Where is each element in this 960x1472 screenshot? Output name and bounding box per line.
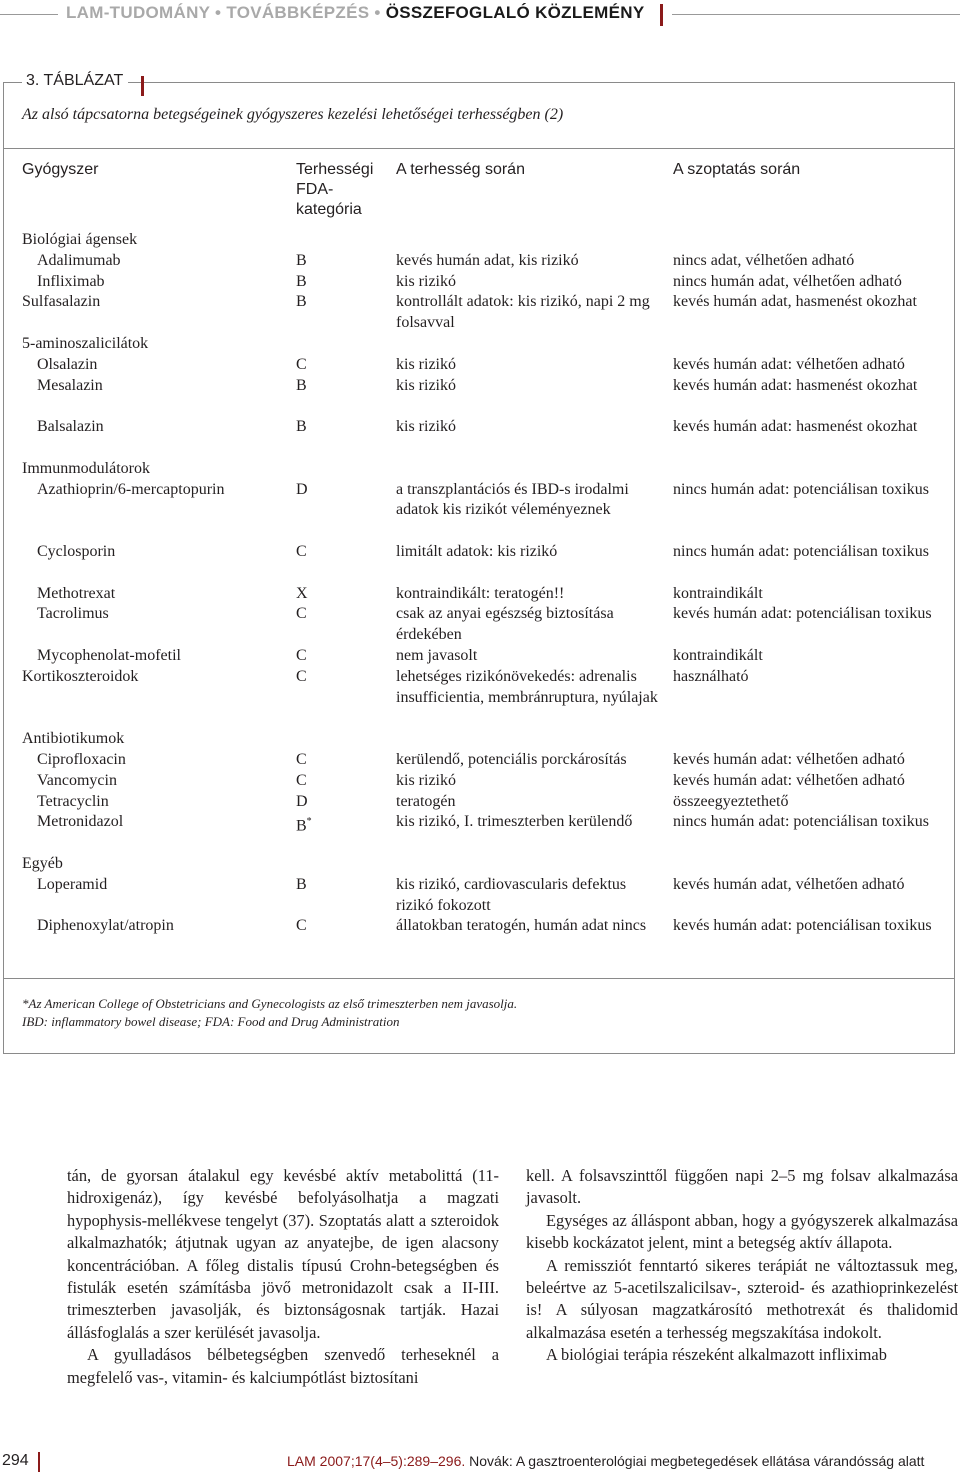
header-separator: • [369,3,386,22]
pregnancy-cell: nem javasolt [396,646,478,664]
header-title [66,3,645,23]
fda-category-cell: B [296,251,307,269]
table-label-accent-bar [141,76,144,96]
body-paragraph: Egységes az álláspont abban, hogy a gyógyszerek alkalmazása kisebb kockázatot jelent, mint a betegség aktív állapota. [526,1210,958,1253]
table-row [0,355,960,376]
header-accent-bar [660,4,663,26]
column-header-nursing: A szoptatás során [673,161,801,178]
table-group-row [0,334,960,355]
table-row [0,646,960,667]
pregnancy-cell: kis rizikó [396,771,456,789]
table-footnote: *Az American College of Obstetricians and Gynecologists az első trimeszterben nem javasolja. [22,996,518,1011]
drug-name-cell: Vancomycin [37,771,117,789]
pregnancy-cell: kis rizikó, I. trimeszterben kerülendő [396,813,633,831]
nursing-cell: kevés humán adat, hasmenést okozhat [673,293,917,311]
pregnancy-cell: kis rizikó, cardiovascularis defektus rizikó fokozott [396,875,627,914]
drug-name-cell: Mycophenolat-mofetil [37,646,181,664]
body-paragraph: tán, de gyorsan átalakul egy kevésbé aktív metabolittá (11-hidroxigenáz), így kevésbé befolyásolhatja a magzati hypophysis-mellékvese tengelyt (37). Szoptatás alatt a szteroidok alkalmazhatók; átjutnak ugyan az anyatejbe, de igen alacsony koncentrációban. A főleg distalis típusú Crohn-betegségben és fistulák esetén számításba jövő metronidazolt csak a II-III. trimeszterben javasolják, és biztonságosnak tartják. Hazai állásfoglalás a szer kerülését javasolja. [67,1166,499,1342]
footer-citation: LAM 2007;17(4–5):289–296. [287,1453,466,1469]
table-row [0,792,960,813]
header-section-3: ÖSSZEFOGLALÓ KÖZLEMÉNY [385,3,645,22]
drug-name-cell: Biológiai ágensek [22,231,138,248]
drug-name-cell: Loperamid [37,875,108,893]
nursing-cell: kontraindikált [673,646,763,664]
pregnancy-cell: teratogén [396,792,456,810]
header-section-2: TOVÁBBKÉPZÉS [226,3,370,22]
drug-name-cell: Metronidazol [37,813,124,831]
pregnancy-cell: kerülendő, potenciális porckárosítás [396,750,627,768]
table-group-row [0,459,960,480]
page-number-accent-bar [38,1452,40,1472]
body-paragraph: A remissziót fenntartó sikeres terápiát ne változtassuk meg, beleértve az 5-acetilszalicilsav-, szteroid- és azathioprinkezelést is! A súlyosan magzatkárosító methotrexát és thalidomid alkalmazása esetén a terhesség megszakítása indokolt. [526,1255,958,1342]
table-group-row [0,854,960,875]
page-header [0,0,960,30]
pregnancy-cell: kevés humán adat, kis rizikó [396,251,579,269]
fda-category-cell: C [296,917,307,935]
fda-category-cell: B [296,875,307,893]
fda-category-cell: B [296,293,307,311]
nursing-cell: kevés humán adat: potenciálisan toxikus [673,917,932,935]
drug-name-cell: Sulfasalazin [22,293,101,311]
table-group-row [0,729,960,750]
fda-category-cell: B [296,272,307,290]
pregnancy-cell: állatokban teratogén, humán adat nincs [396,917,647,935]
fda-category-cell: C [296,355,307,373]
fda-category-cell: D [296,480,308,498]
table-row [0,771,960,792]
table-row [0,812,960,854]
body-paragraph: kell. A folsavszinttől függően napi 2–5 mg folsav alkalmazása javasolt. [526,1166,958,1208]
table-group-row [0,667,960,729]
fda-category-cell: B [296,418,307,436]
header-rule-right [672,14,960,15]
nursing-cell: kevés humán adat: vélhetően adható [673,750,905,768]
fda-category-cell: C [296,646,307,664]
pregnancy-cell: kontrollált adatok: kis rizikó, napi 2 mg folsavval [396,293,650,332]
table-group-row [0,292,960,334]
drug-name-cell: 5-aminoszalicilátok [22,334,149,352]
table-label: 3. TÁBLÁZAT [22,72,128,90]
fda-category-cell: C [296,771,307,789]
nursing-cell: kevés humán adat: vélhetően adható [673,355,905,373]
table-group-row [0,230,960,251]
drug-name-cell: Diphenoxylat/atropin [37,917,174,935]
table-body [0,230,960,958]
column-header-pregnancy: A terhesség során [396,161,525,178]
table-row [0,251,960,272]
table-row [0,604,960,646]
footnote-marker: * [306,816,312,828]
drug-name-cell: Balsalazin [37,418,104,436]
table-row [0,417,960,459]
pregnancy-cell: lehetséges rizikónövekedés: adrenalis insufficientia, membránruptura, nyúlajak [396,667,658,706]
page-number: 294 [2,1452,29,1469]
drug-name-cell: Methotrexat [37,584,116,602]
nursing-cell: kevés humán adat: potenciálisan toxikus [673,605,932,623]
fda-category-cell: D [296,792,308,810]
header-rule-left [0,14,58,15]
drug-name-cell: Egyéb [22,854,63,872]
pregnancy-cell: kis rizikó [396,418,456,436]
body-paragraph: A gyulladásos bélbetegségben szenvedő terheseknél a megfelelő vas-, vitamin- és kalciumpótlást biztosítani [67,1345,499,1387]
nursing-cell: nincs humán adat: potenciálisan toxikus [673,813,929,831]
nursing-cell: nincs humán adat, vélhetően adható [673,272,902,290]
table-caption: Az alsó tápcsatorna betegségeinek gyógyszeres kezelési lehetőségei terhességben (2) [22,106,564,123]
nursing-cell: használható [673,667,749,685]
pregnancy-cell: a transzplantációs és IBD-s irodalmi adatok kis rizikót véleményeznek [396,480,629,519]
drug-name-cell: Kortikoszteroidok [22,667,139,685]
nursing-cell: nincs adat, vélhetően adható [673,251,855,269]
fda-category-cell [296,812,312,837]
pregnancy-cell: kis rizikó [396,355,456,373]
pregnancy-cell: kontraindikált: teratogén!! [396,584,565,602]
nursing-cell: összeegyeztethető [673,792,789,810]
table-header-rule [4,148,954,149]
drug-name-cell: Ciprofloxacin [37,750,126,768]
column-header-fda: Terhességi FDA-kategória [296,161,374,218]
nursing-cell: kevés humán adat: hasmenést okozhat [673,376,918,394]
fda-category-cell: C [296,542,307,560]
table-row [0,542,960,584]
header-section-1: LAM-TUDOMÁNY [66,3,210,22]
nursing-cell: kevés humán adat: hasmenést okozhat [673,418,918,436]
table-row [0,875,960,917]
header-separator: • [210,3,227,22]
drug-name-cell: Cyclosporin [37,542,116,560]
pregnancy-cell: kis rizikó [396,376,456,394]
fda-category-cell: B [296,376,307,394]
body-column-left [67,1165,499,1389]
nursing-cell: kontraindikált [673,584,763,602]
fda-category-cell: C [296,605,307,623]
column-header-drug: Gyógyszer [22,161,99,178]
drug-name-cell: Mesalazin [37,376,103,394]
pregnancy-cell: kis rizikó [396,272,456,290]
drug-name-cell: Olsalazin [37,355,98,373]
drug-name-cell: Tacrolimus [37,605,109,623]
table-row [0,916,960,958]
drug-name-cell: Antibiotikumok [22,730,125,748]
table-row [0,376,960,418]
table-footnote-rule [4,978,954,979]
pregnancy-cell: csak az anyai egészség biztosítása érdekében [396,605,614,644]
drug-name-cell: Azathioprin/6-mercaptopurin [37,480,225,498]
table-row [0,272,960,293]
fda-category-cell: C [296,667,307,685]
body-column-right [526,1165,958,1367]
drug-name-cell: Tetracyclin [37,792,109,810]
fda-category-cell: X [296,584,308,602]
pregnancy-cell: limitált adatok: kis rizikó [396,542,558,560]
nursing-cell: nincs humán adat: potenciálisan toxikus [673,480,929,498]
fda-category-value: B [296,817,307,835]
nursing-cell: nincs humán adat: potenciálisan toxikus [673,542,929,560]
table-row [0,480,960,542]
body-paragraph: A biológiai terápia részeként alkalmazott infliximab [546,1345,887,1365]
page-footer [287,1453,924,1469]
table-abbreviations: IBD: inflammatory bowel disease; FDA: Food and Drug Administration [22,1014,400,1029]
drug-name-cell: Immunmodulátorok [22,459,150,477]
nursing-cell: kevés humán adat, vélhetően adható [673,875,905,893]
footer-article-title: Novák: A gasztroenterológiai megbetegedések ellátása várandósság alatt [469,1453,925,1469]
drug-name-cell: Adalimumab [37,251,121,269]
fda-category-cell: C [296,750,307,768]
drug-name-cell: Infliximab [37,272,105,290]
table-row [0,584,960,605]
nursing-cell: kevés humán adat: vélhetően adható [673,771,905,789]
table-row [0,750,960,771]
